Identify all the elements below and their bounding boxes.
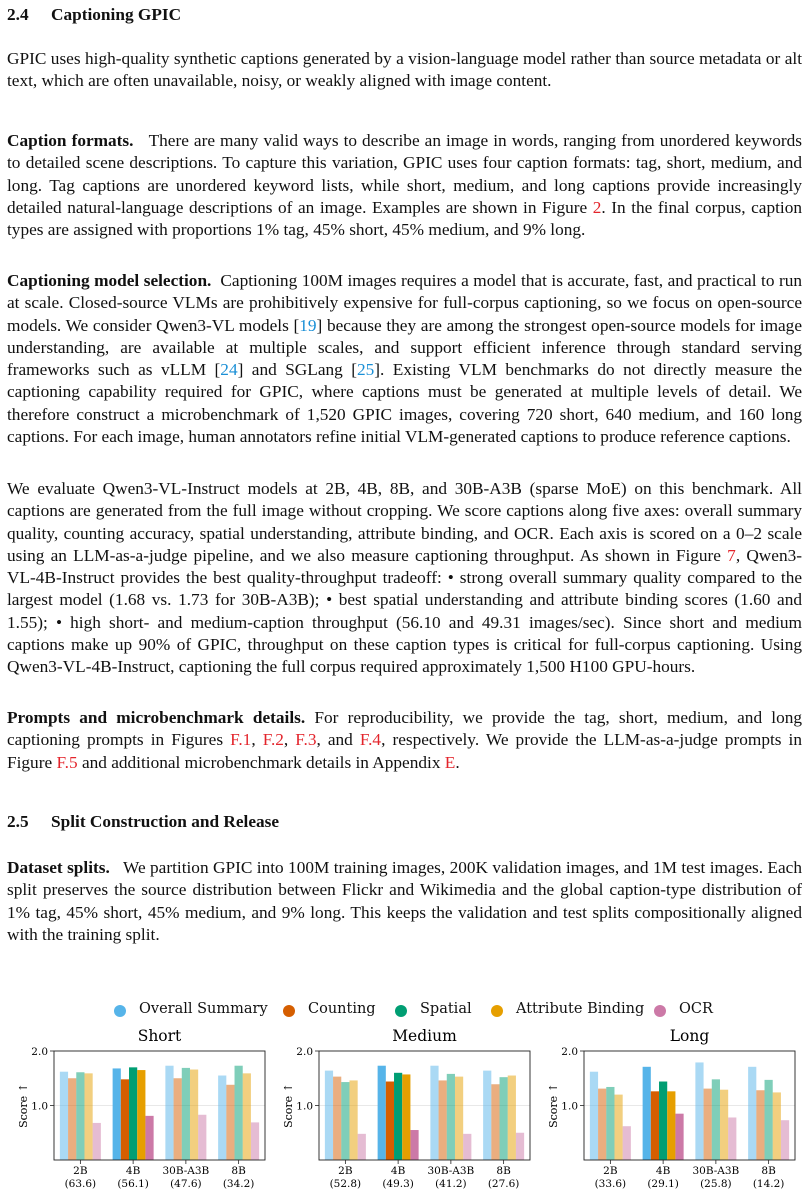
bar: [402, 1074, 410, 1160]
chart-title: Medium: [392, 1027, 457, 1045]
bar: [728, 1117, 736, 1160]
x-tick-label: 30B-A3B: [692, 1165, 740, 1177]
legend-item: [491, 1001, 644, 1017]
x-tick-label: 4B: [390, 1165, 406, 1177]
bar: [748, 1067, 756, 1160]
legend-swatch: [395, 1005, 407, 1017]
bar: [235, 1066, 243, 1160]
paragraph-heading: Prompts and microbenchmark details.: [7, 708, 306, 727]
legend-label: Counting: [308, 1001, 376, 1017]
legend-label: Attribute Binding: [516, 1001, 645, 1017]
section-heading-2-4: [7, 5, 181, 25]
chart-svg-short: [7, 1025, 272, 1195]
paragraph-text: For reproducibility, we provide the tag, short, medium, and long captioning prompts in Figures: [7, 708, 803, 750]
bar: [483, 1071, 491, 1160]
x-tick-label: 8B: [496, 1165, 511, 1177]
bar: [190, 1070, 198, 1160]
figure-ref-link[interactable]: F.5: [56, 752, 78, 772]
throughput-label: (27.6): [487, 1178, 520, 1190]
figure-ref-link[interactable]: F.1: [230, 730, 252, 750]
chart-svg-medium: [272, 1025, 537, 1195]
figure-ref-link[interactable]: F.3: [295, 730, 317, 750]
bar: [68, 1078, 76, 1160]
bar: [386, 1082, 394, 1160]
bar: [129, 1067, 137, 1160]
section-number: 2.5: [7, 812, 29, 831]
x-tick-label: 2B: [73, 1165, 88, 1177]
bar: [720, 1090, 728, 1160]
paragraph-heading: Captioning model selection.: [7, 271, 212, 290]
throughput-label: (14.2): [752, 1178, 785, 1190]
chart-short: [7, 1025, 272, 1200]
bar: [439, 1080, 447, 1160]
bar: [781, 1120, 789, 1160]
paragraph-evaluation: [7, 478, 802, 679]
paragraph-model-selection: [7, 270, 802, 448]
legend-label: Spatial: [420, 1001, 472, 1017]
figure-ref-link[interactable]: F.2: [262, 730, 284, 750]
x-tick-label: 30B-A3B: [162, 1165, 210, 1177]
legend-item: [283, 1001, 376, 1017]
x-tick-label: 4B: [125, 1165, 141, 1177]
bar: [659, 1082, 667, 1160]
figure-ref-link[interactable]: F.4: [359, 730, 382, 750]
y-tick-label: 1.0: [296, 1100, 313, 1113]
bar: [378, 1066, 386, 1160]
bar: [165, 1066, 173, 1160]
bar: [455, 1077, 463, 1160]
section-title: Split Construction and Release: [51, 812, 280, 831]
paragraph-caption-formats: [7, 130, 802, 241]
bar: [113, 1068, 121, 1160]
bar: [182, 1068, 190, 1160]
bar: [137, 1070, 145, 1160]
bar: [712, 1079, 720, 1160]
y-axis-label: Score ↑: [17, 1083, 30, 1128]
y-axis-label: Score ↑: [282, 1083, 295, 1128]
chart-title: Long: [669, 1027, 710, 1045]
paragraph-text: ] and SGLang [: [237, 360, 357, 380]
bar: [76, 1072, 84, 1160]
x-tick-label: 8B: [761, 1165, 776, 1177]
bar: [430, 1066, 438, 1160]
y-tick-label: 2.0: [561, 1046, 578, 1058]
paragraph-text: There are many valid ways to describe an image in words, ranging from unordered keywords to detailed scene descriptions. To capture this variation, GPIC uses four caption formats: tag, short, medium, and long. Tag captions are unordered keyword lists, while short, medium, and long captions provide increasingly detailed natural-language descriptions of an image. Examples are shown in Figure: [7, 131, 803, 217]
paragraph-text: Captioning 100M images requires a model that is accurate, fast, and practical to run at scale. Closed-source VLMs are prohibitively expensive for full-corpus captioning, so we focus on open-source models. We consider Qwen3-VL models [: [7, 271, 803, 335]
chart-title: Short: [137, 1027, 182, 1045]
bar: [651, 1091, 659, 1160]
paragraph-text: ]. Existing VLM benchmarks do not directly measure the captioning capability required for GPIC, where captions must be generated at multiple levels of detail. We therefore construct a microbenchmark of 1,520 GPIC images, covering 720 short, 640 medium, and 160 long captions. For each image, human annotators refine initial VLM-generated captions to produce reference captions.: [7, 360, 802, 447]
bar: [590, 1072, 598, 1160]
legend-item: [395, 1001, 472, 1017]
chart-long: [537, 1025, 802, 1200]
citation-link[interactable]: 24: [220, 360, 238, 380]
bar: [447, 1074, 455, 1160]
bar: [765, 1080, 773, 1160]
legend-swatch: [114, 1005, 126, 1017]
bar: [598, 1089, 606, 1160]
paragraph-text: . In the final corpus, caption types are assigned with proportions 1% tag, 45% short, 45% medium, and 9% long.: [7, 197, 802, 240]
chart-legend: [7, 1000, 802, 1020]
x-tick-label: 2B: [338, 1165, 353, 1177]
paragraph-text: We partition GPIC into 100M training images, 200K validation images, and 1M test images. Each split preserves the source distribution between Flickr and Wikimedia and the global caption-type distribution of 1% tag, 45% short, 45% medium, and 9% long. This keeps the validation and test splits compositionally aligned with the training split.: [7, 858, 802, 944]
bar: [695, 1062, 703, 1160]
bar: [623, 1126, 631, 1160]
paragraph-intro: [7, 48, 802, 93]
bar: [394, 1073, 402, 1160]
paragraph-heading: Dataset splits.: [7, 858, 110, 877]
bar: [121, 1079, 129, 1160]
legend-item: [114, 1001, 268, 1017]
legend-item: [654, 1001, 713, 1017]
paragraph-text: We evaluate Qwen3-VL-Instruct models at 2B, 4B, 8B, and 30B-A3B (sparse MoE) on this benchmark. All captions are generated from the full image without cropping. We score captions along five axes: overall summary quality, counting accuracy, spatial understanding, attribute binding, and OCR. Each axis is scored on a 0–2 scale using an LLM-as-a-judge pipeline, and we also measure captioning throughput. As shown in Figure: [7, 479, 802, 565]
x-tick-label: 30B-A3B: [427, 1165, 475, 1177]
bar: [491, 1084, 499, 1160]
bar: [145, 1116, 153, 1160]
bar: [358, 1134, 366, 1160]
y-tick-label: 2.0: [296, 1046, 313, 1058]
throughput-label: (29.1): [647, 1178, 679, 1190]
paragraph-prompts: [7, 707, 802, 774]
throughput-label: (63.6): [64, 1178, 97, 1190]
citation-link[interactable]: 25: [357, 360, 375, 380]
y-tick-label: 1.0: [31, 1100, 48, 1113]
bar: [341, 1082, 349, 1160]
section-title: Captioning GPIC: [51, 5, 182, 24]
y-tick-label: 2.0: [31, 1046, 48, 1058]
bar: [333, 1077, 341, 1160]
paragraph-text: ] because they are among the strongest open-source models for image understanding, are available at multiple scales, and support efficient inference through standard serving frameworks such as vLLM [: [7, 315, 802, 380]
bar: [243, 1073, 251, 1160]
section-heading-2-5: [7, 812, 279, 832]
bar: [60, 1072, 68, 1160]
paragraph-text: , Qwen3-VL-4B-Instruct provides the best quality-throughput tradeoff: • strong overall summary quality compared to the largest model (1.68 vs. 1.73 for 30B-A3B); • best spatial understanding and attribute binding scores (1.60 and 1.55); • high short- and medium-caption throughput (56.10 and 49.31 images/sec). Since short and medium captions make up 90% of GPIC, throughput on these caption types is critical for full-corpus captioning. Using Qwen3-VL-4B-Instruct, captioning the full corpus required approximately 1,500 H100 GPU-hours.: [7, 545, 802, 677]
paragraph-text: , respectively. We provide the LLM-as-a-judge prompts in Figure: [7, 730, 802, 772]
throughput-label: (56.1): [117, 1178, 149, 1190]
legend-swatch: [491, 1005, 503, 1017]
figure-ref-link[interactable]: 7: [727, 545, 736, 565]
appendix-ref-link[interactable]: E: [444, 752, 456, 772]
x-tick-label: 2B: [603, 1165, 618, 1177]
paragraph-dataset-splits: [7, 857, 802, 946]
throughput-label: (33.6): [594, 1178, 627, 1190]
throughput-label: (52.8): [329, 1178, 362, 1190]
bar: [84, 1073, 92, 1160]
citation-link[interactable]: 19: [299, 315, 317, 335]
bar: [325, 1071, 333, 1160]
bar: [773, 1092, 781, 1160]
section-number: 2.4: [7, 5, 29, 24]
paragraph-text: and additional microbenchmark details in Appendix: [77, 752, 445, 772]
bar: [463, 1134, 471, 1160]
bar: [516, 1133, 524, 1160]
bar: [349, 1080, 357, 1160]
y-tick-label: 1.0: [561, 1100, 578, 1113]
paragraph-text: .: [455, 752, 460, 772]
bar: [251, 1122, 259, 1160]
bar: [675, 1114, 683, 1160]
legend-swatch: [283, 1005, 295, 1017]
throughput-label: (41.2): [435, 1178, 467, 1190]
bar: [606, 1087, 614, 1160]
bar: [500, 1077, 508, 1160]
throughput-label: (25.8): [700, 1178, 732, 1190]
x-tick-label: 8B: [231, 1165, 246, 1177]
legend-label: Overall Summary: [139, 1001, 268, 1017]
throughput-label: (47.6): [170, 1178, 202, 1190]
paragraph-text: GPIC uses high-quality synthetic captions generated by a vision-language model rather than source metadata or alt text, which are often unavailable, noisy, or weakly aligned with image content.: [7, 49, 802, 91]
chart-svg-long: [537, 1025, 802, 1195]
bar: [508, 1076, 516, 1160]
bar: [614, 1095, 622, 1160]
bar: [174, 1078, 182, 1160]
paragraph-text: , and: [316, 730, 360, 750]
paragraph-text: ,: [283, 730, 296, 750]
bar: [198, 1115, 206, 1160]
bar: [93, 1123, 101, 1160]
legend-label: OCR: [679, 1001, 713, 1017]
bar: [667, 1091, 675, 1160]
chart-medium: [272, 1025, 537, 1200]
bar: [704, 1089, 712, 1160]
bar: [226, 1085, 234, 1160]
throughput-label: (49.3): [382, 1178, 414, 1190]
bar: [410, 1130, 418, 1160]
bar: [643, 1067, 651, 1160]
figure-ref-link[interactable]: 2: [592, 197, 602, 217]
paragraph-heading: Caption formats.: [7, 131, 134, 150]
x-tick-label: 4B: [655, 1165, 671, 1177]
bar: [218, 1076, 226, 1160]
paragraph-text: ,: [251, 730, 263, 750]
legend-swatch: [654, 1005, 666, 1017]
throughput-label: (34.2): [222, 1178, 255, 1190]
y-axis-label: Score ↑: [547, 1083, 560, 1128]
bar: [756, 1090, 764, 1160]
